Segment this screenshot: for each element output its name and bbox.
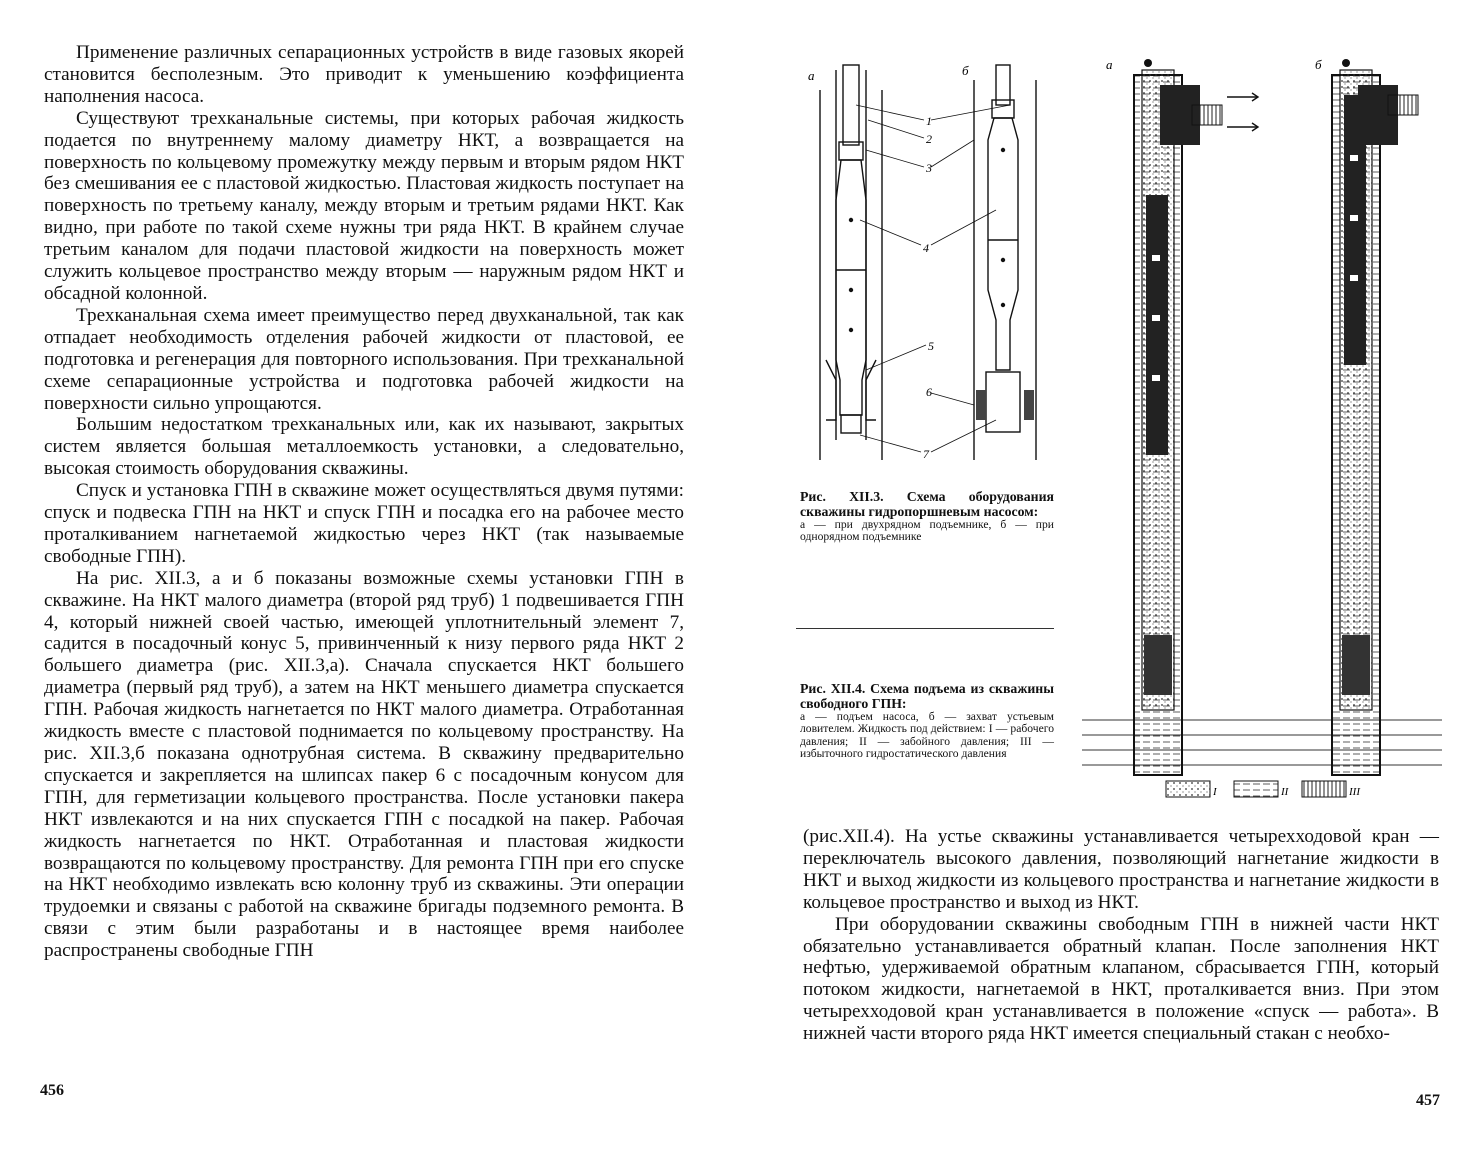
paragraph: На рис. XII.3, а и б показаны возможные схемы установки ГПН в скважине. На НКТ малого диаметра (второй ряд труб) 1 подвешивается ГПН 4, который нижней своей частью, имеющей уплотнительный элемент 7, садится в посадочный конус 5, привинченный к низу первого ряда НКТ 2 большего диаметра (рис. XII.3,а). Сначала спускается НКТ большего диаметра (первый ряд труб), а затем на НКТ меньшего диаметра спускается ГПН. Рабочая жидкость нагнетается по НКТ малого диаметра. Отработанная жидкость вместе с пластовой поднимается по кольцевому пространству. На рис. XII.3,б показана однотрубная система. В скважину предварительно спускается и закрепляется на шлипсах пакер 6 с посадочным конусом для ГПН, для герметизации кольцевого пространства. После установки пакера НКТ извлекаются и на них спускается ГПН с посадкой на пакер. Рабочая жидкость нагнетается по НКТ. Отработанная и пластовая жидкости возвращаются по кольцевому пространству. Для ремонта ГПН при его спуске на НКТ необходимо извлекать всю колонну труб из скважины. Эти операции трудоемки и связаны с работой на скважине бригады подземного ремонта. В связи с этим были разработаны и в настоящее время наиболее распространены свободные ГПН [44,567,684,962]
paragraph: Большим недостатком трехканальных или, как их называют, закрытых систем является большая металлоемкость установки, а следовательно, высокая стоимость оборудования скважины. [44,414,684,480]
figure-xii4-well-schematic [1082,55,1442,815]
callout-number: 4 [923,241,929,255]
paragraph: Существуют трехканальные системы, при которых рабочая жидкость подается по внутреннему малому диаметру НКТ, а возвращается на поверхность по кольцевому промежутку между первым и вторым рядом НКТ без смешивания ее с пластовой жидкостью. Пластовая жидкость поступает на поверхность по третьему каналу, между вторым и третьим рядами НКТ. Как видно, при работе по такой схеме нужны три ряда НКТ. В крайнем случае третьим каналом для подачи пластовой жидкости на поверхность может служить кольцевое пространство между вторым — наружным рядом НКТ и обсадной колонной. [44,107,684,304]
paragraph: (рис.XII.4). На устье скважины устанавливается четырехходовой кран — переключатель высокого давления, позволяющий нагнетание жидкости в НКТ и выход жидкости из кольцевого пространства и нагнетание жидкости в кольцевое пространство и выход из НКТ. [803,826,1439,913]
callout-number: 1 [926,114,932,128]
paragraph: При оборудовании скважины свободным ГПН в нижней части НКТ обязательно устанавливается обратный клапан. После заполнения НКТ нефтью, удерживаемой обратным клапаном, сбрасывается ГПН, который потоком жидкости, нагнетаемой в НКТ, проталкивается вниз. При этом четырехходовой кран устанавливается в положение «спуск — работа». В нижней части второго ряда НКТ имеется специальный стакан с необхо- [803,913,1439,1045]
left-text-column [44,42,684,962]
caption-divider [796,628,1054,629]
fig4-label-b: б [1315,57,1322,72]
figure-xii3-pump-schematic [796,60,1066,470]
legend-swatch-dots [1166,781,1210,797]
callout-number: 5 [928,339,934,353]
legend-label: II [1281,786,1289,798]
right-text-column [803,826,1439,1045]
caption-body: а — подъем насоса, б — захват устьевым ловителем. Жидкость под действием: I — рабочего давления; II — забойного давления; III — избыточного гидростатического давления [800,710,1054,760]
legend-swatch-dashes [1234,781,1278,797]
fig3-label-a: а [808,68,815,83]
caption-body: а — при двухрядном подъемнике, б — при однорядном подъемнике [800,518,1054,544]
callout-number: 7 [923,447,929,461]
caption-title: Рис. XII.4. Схема подъема из скважины свободного ГПН: [800,681,1054,711]
paragraph: Применение различных сепарационных устройств в виде газовых якорей становится бесполезным. Это приводит к уменьшению коэффициента наполнения насоса. [44,42,684,107]
fig4-label-a: а [1106,57,1113,72]
callout-number: 2 [926,132,932,146]
page-number: 457 [1416,1092,1440,1109]
paragraph: Спуск и установка ГПН в скважине может осуществляться двумя путями: спуск и подвеска ГПН на НКТ и спуск ГПН и посадка его на рабочее место проталкиванием нагнетаемой жидкостью через НКТ (так называемые свободные ГПН). [44,480,684,567]
legend-label: III [1349,786,1360,798]
caption-title: Рис. XII.3. Схема оборудования скважины гидропоршневым насосом: [800,489,1054,519]
page-number: 456 [40,1082,64,1099]
legend-label: I [1213,786,1217,798]
callout-number: 3 [926,161,932,175]
legend-swatch-lines [1302,781,1346,797]
fig3-label-b: б [962,63,969,78]
figure-xii4-caption [800,682,1054,760]
figure-xii3-caption [800,490,1054,544]
paragraph: Трехканальная схема имеет преимущество перед двухканальной, так как отпадает необходимость отделения рабочей жидкости от пластовой, ее подготовка и регенерация для повторного использования. При трехканальной схеме сепарационные устройства и подготовка рабочей жидкости на поверхности сильно упрощаются. [44,304,684,414]
callout-number: 6 [926,385,932,399]
